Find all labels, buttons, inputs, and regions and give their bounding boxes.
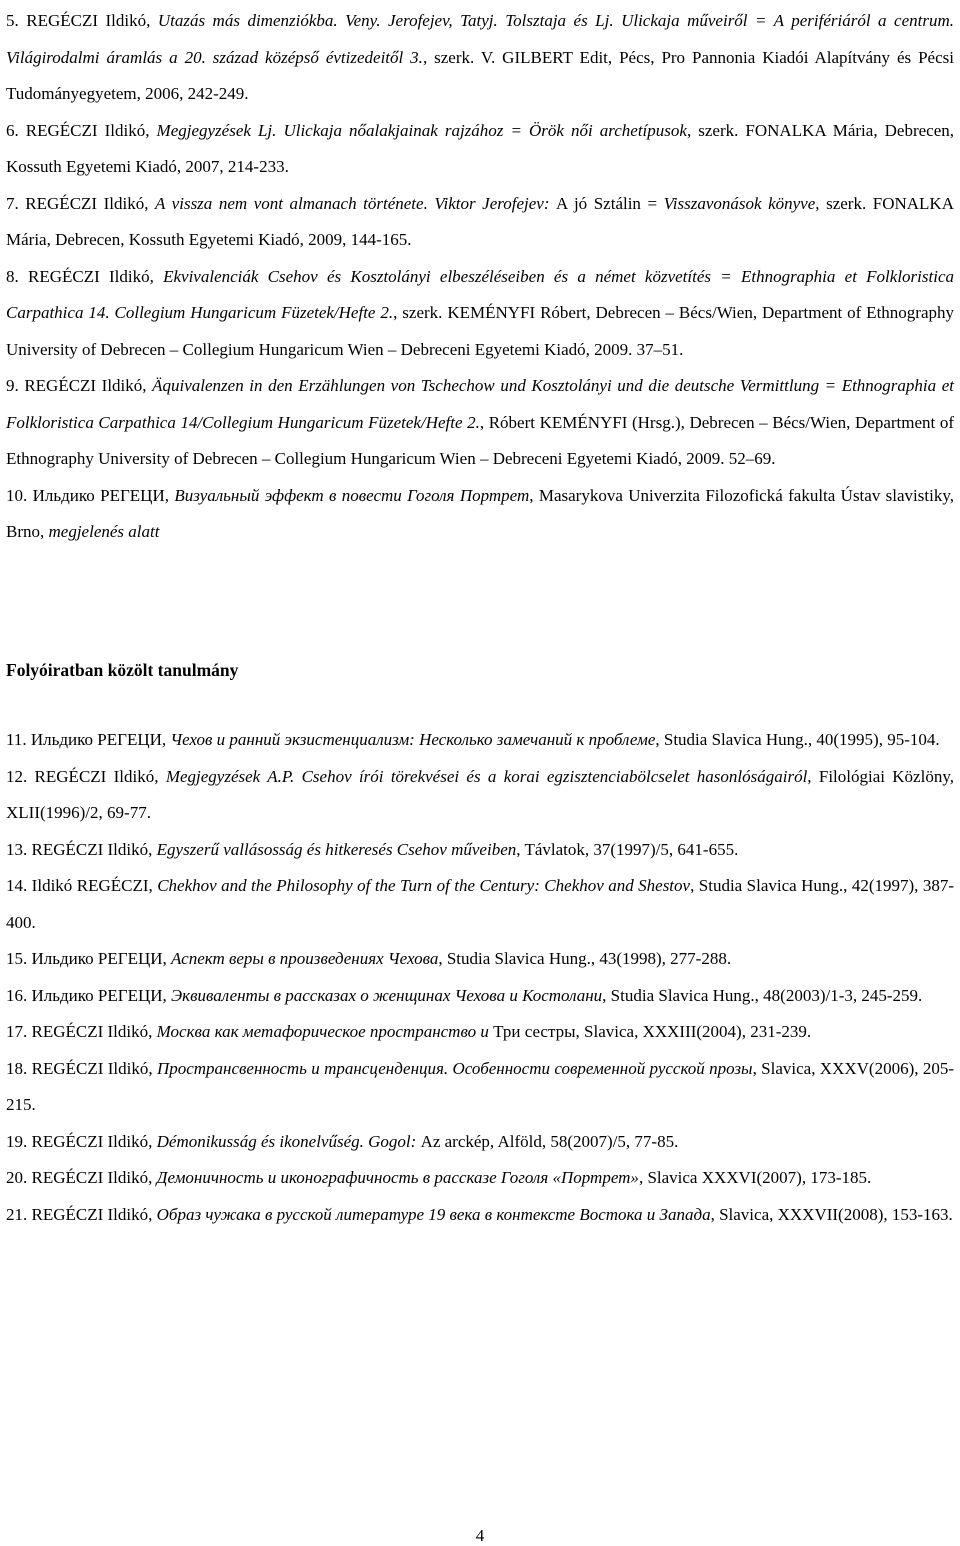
entry-text: REGÉCZI Ildikó, [27,839,157,859]
bibliography-entry [6,1014,954,1051]
entry-title-italic: Образ чужака в русской литературе 19 века в контексте Востока и Запада [156,1204,711,1224]
entry-title-italic: Пространсвенность и трансценденция. Особенности современной русской прозы [156,1058,753,1078]
entry-number: 5. [6,11,19,30]
entry-text: A jó Sztálin = [556,193,664,213]
entry-text: , Studia Slavica Hung., 43(1998), 277-288. [438,949,732,968]
bibliography-entry [6,868,954,941]
entry-title-italic: A vissza nem vont almanach története. Viktor Jerofejev: [155,193,557,213]
entry-title-italic: megjelenés alatt [48,522,160,541]
entry-number: 16. [6,985,28,1005]
entry-text: Три сестры, Slavica, XXXIII(2004), 231-239. [493,1022,812,1041]
section-heading: Folyóiratban közölt tanulmány [6,660,239,680]
entry-text: , Slavica XXXVI(2007), 173-185. [638,1168,872,1187]
entry-text: Ildikó REGÉCZI, [27,876,158,895]
entry-text: , Studia Slavica Hung., 48(2003)/1-3, 245-259. [602,985,923,1005]
bibliography-entry [6,113,954,186]
entry-text: REGÉCZI Ildikó, [27,1058,157,1078]
entry-number: 21. [6,1204,28,1224]
entry-title-italic: Visszavonások könyve [663,193,816,213]
entry-title-italic: Démonikusság és ikonelvűség. Gogol: [156,1131,421,1151]
entry-text: REGÉCZI Ildikó, [18,193,156,213]
entry-number: 13. [6,839,28,859]
entry-text: KEMÉNYFI [539,412,628,432]
entry-text: , Távlatok, 37(1997)/5, 641-655. [516,839,739,859]
entry-number: 18. [6,1058,28,1078]
entry-text: Róbert, Debrecen – Bécs/Wien, Department of Ethnography University of Debrecen – Collegium Hungaricum Wien – Debreceni Egyetemi Kiadó, 2009. 37–51. [6,303,955,359]
entry-number: 14. [6,876,28,895]
bibliography-entry [6,1160,954,1197]
page-number: 4 [475,1526,485,1545]
entry-text: REGÉCZI Ildikó, [18,120,157,140]
entry-title-italic: Москва как метафорическое пространство и [156,1022,494,1041]
bibliography-entry [6,1197,954,1234]
entry-text: REGÉCZI Ildikó, [27,1131,157,1151]
entry-number: 12. [6,766,28,786]
entry-title-italic: Демоничность и иконографичность в рассказе Гоголя «Портрет» [156,1168,639,1187]
entry-number: 15. [6,949,28,968]
entry-text: Ильдико РЕГЕЦИ, [27,485,175,505]
entry-number: 19. [6,1131,28,1151]
entry-text: , szerk. V. GILBERT Edit, Pécs, Pro Pannonia Kiadói Alapítvány és Pécsi Tudományegyetem, 2006, 242-249. [6,47,954,103]
bibliography-list-journals [6,722,954,1233]
entry-text: , szerk. [393,303,448,322]
bibliography-entry [6,941,954,978]
bibliography-entry [6,368,954,478]
entry-text: Ильдико РЕГЕЦИ, [27,949,172,968]
entry-text: REGÉCZI Ildikó, [27,1168,157,1187]
bibliography-entry [6,832,954,869]
entry-text: , Studia Slavica Hung., 40(1995), 95-104. [655,730,940,749]
bibliography-entry [6,1051,954,1124]
entry-number: 11. [6,730,27,749]
bibliography-entry [6,186,954,259]
entry-title-italic: Megjegyzések A.P. Csehov írói törekvései és a korai egzisztenciabölcselet hasonlóságairól [165,766,808,786]
entry-text: REGÉCZI Ildikó, [18,376,153,395]
entry-title-italic: Utazás más dimenziókba. Veny. Jerofejev, Tatyj. Tolsztaja és Lj. Ulickaja műveiről = A perifériáról a centrum. Világirodalmi áramlás a 20. század középső évtizedeitől 3. [6,11,954,67]
bibliography-entry [6,978,954,1015]
entry-text: , Róbert [479,412,540,432]
entry-number: 7. [6,193,19,213]
bibliography-entry [6,722,954,759]
bibliography-list-books [6,3,954,551]
entry-number: 10. [6,485,28,505]
bibliography-entry [6,478,954,551]
bibliography-entry [6,1124,954,1161]
entry-text: , Studia Slavica Hung., 42(1997), 387-400. [6,876,954,932]
entry-text: KEMÉNYFI [447,303,536,322]
entry-number: 8. [6,266,19,286]
entry-title-italic: Chekhov and the Philosophy of the Turn of the Century: Chekhov and Shestov [157,876,691,895]
entry-text: , Filológiai Közlöny, XLII(1996)/2, 69-77. [6,766,954,822]
entry-title-italic: Egyszerű vallásosság és hitkeresés Csehov műveiben [156,839,517,859]
entry-text: (Hrsg.), Debrecen – Bécs/Wien, Department of Ethnography University of Debrecen – Collegium Hungaricum Wien – Debreceni Egyetemi Kiadó, 2009. 52–69. [6,412,954,468]
entry-title-italic: Äquivalenzen in den Erzählungen von Tschechow und Kosztolányi und die deutsche Vermittlung = Ethnographia et Folkloristica Carpathica 14/Collegium Hungaricum Füzetek/Hefte 2. [6,376,954,432]
entry-text: REGÉCZI Ildikó, [27,1022,157,1041]
entry-title-italic: Чехов и ранний экзистенциализм: Несколько замечаний к проблеме [170,730,656,749]
entry-text: Ильдико РЕГЕЦИ, [27,985,172,1005]
entry-text: , Slavica, XXXVII(2008), 153-163. [710,1204,953,1224]
entry-text: REGÉCZI Ildikó, [27,766,166,786]
entry-number: 17. [6,1022,28,1041]
entry-title-italic: Эквиваленты в рассказах о женщинах Чехова и Костолани [171,985,603,1005]
entry-text: Az arckép, Alföld, 58(2007)/5, 77-85. [420,1131,679,1151]
entry-text: REGÉCZI Ildikó, [18,11,158,30]
entry-text: Ильдико РЕГЕЦИ, [26,730,171,749]
entry-text: , szerk. FONALKA Mária, Debrecen, Kossuth Egyetemi Kiadó, 2009, 144-165. [6,193,954,249]
entry-number: 20. [6,1168,28,1187]
entry-text: , Masarykova Univerzita Filozofická fakulta Ústav slavistiky, Brno, [6,485,954,541]
entry-title-italic: Визуальный эффект в повести Гоголя Портрет [174,485,530,505]
entry-title-italic: Ekvivalenciák Csehov és Kosztolányi elbeszéléseiben és a német közvetítés = Ethnographia et Folkloristica Carpathica 14. Collegium Hungaricum Füzetek/Hefte 2. [6,266,954,322]
entry-text: REGÉCZI Ildikó, [27,1204,157,1224]
bibliography-entry [6,259,954,369]
entry-number: 6. [6,120,19,140]
entry-text: , szerk. FONALKA Mária, Debrecen, Kossuth Egyetemi Kiadó, 2007, 214-233. [6,120,954,176]
bibliography-entry [6,3,954,113]
entry-text: REGÉCZI Ildikó, [18,266,164,286]
entry-title-italic: Аспект веры в произведениях Чехова [171,949,439,968]
entry-title-italic: Megjegyzések Lj. Ulickaja nőalakjainak rajzához = Örök női archetípusok [156,120,687,140]
bibliography-entry [6,759,954,832]
entry-text: , Slavica, XXXV(2006), 205-215. [6,1058,954,1114]
entry-number: 9. [6,376,19,395]
